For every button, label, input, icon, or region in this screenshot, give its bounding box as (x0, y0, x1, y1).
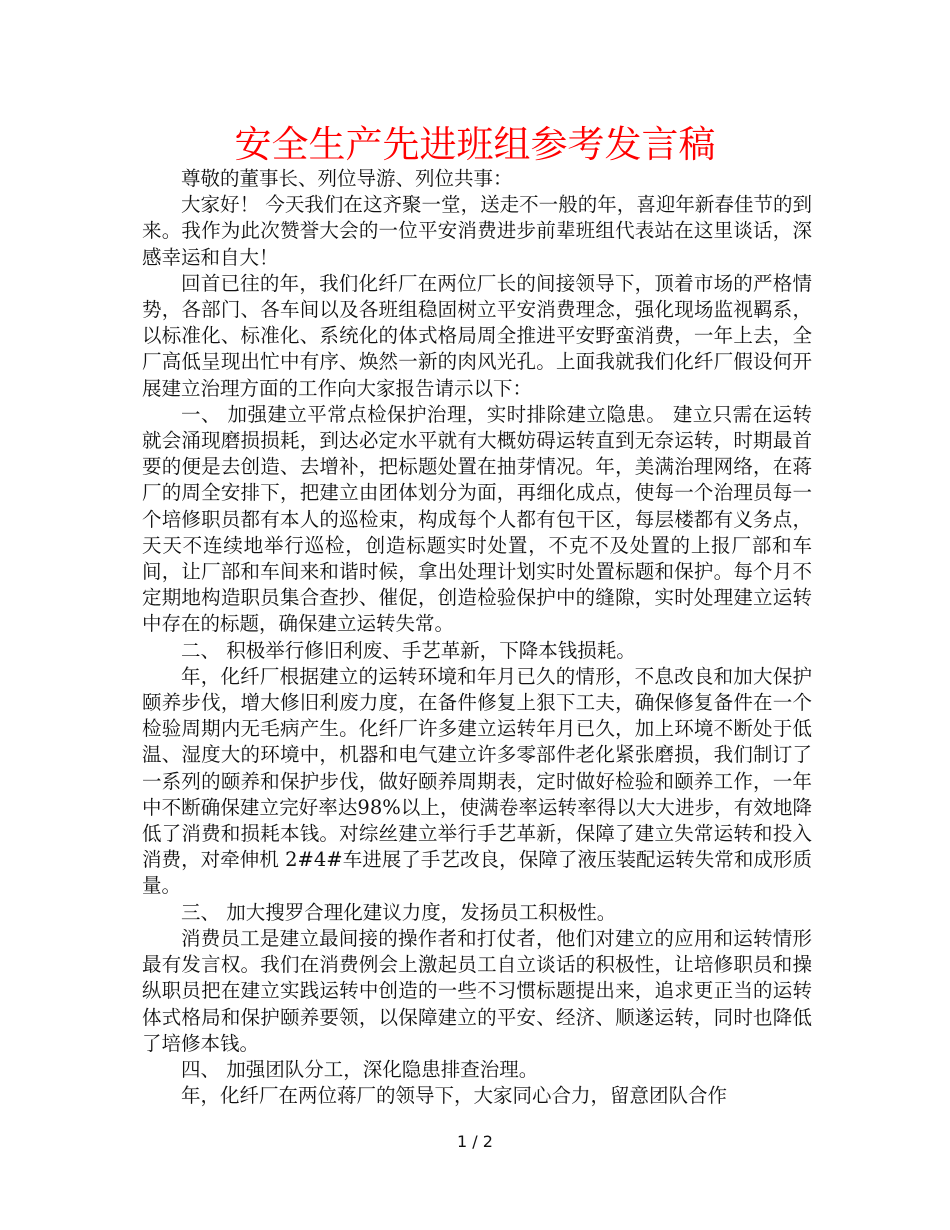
greeting-paragraph: 尊敬的董事长、列位导游、列位共事： (181, 167, 513, 190)
opening-paragraph: 大家好！ 今天我们在这齐聚一堂，送走不一般的年，喜迎年新春佳节的到来。我作为此次赞誉大会的一位平安消费进步前辈班组代表站在这里谈话，深感幸运和自大！ (142, 193, 812, 269)
section-three-paragraph: 消费员工是建立最间接的操作者和打仗者，他们对建立的应用和运转情形最有发言权。我们在消费例会上激起员工自立谈话的积极性，让培修职员和操纵职员把在建立实践运转中创造的一些不习惯标题提出来，追求更正当的运转体式格局和保护颐养要领，以保障建立的平安、经济、顺遂运转，同时也降低了培修本钱。 (142, 926, 812, 1055)
review-paragraph: 回首已往的年，我们化纤厂在两位厂长的间接领导下，顶着市场的严格情势，各部门、各车间以及各班组稳固树立平安消费理念，强化现场监视羁系，以标准化、标准化、系统化的体式格局周全推进平安野蛮消费，一年上去，全厂高低呈现出忙中有序、焕然一新的肉风光孔。上面我就我们化纤厂假设何开展建立治理方面的工作向大家报告请示以下： (142, 271, 812, 400)
document-title: 安全生产先进班组参考发言稿 (234, 123, 716, 166)
section-four-paragraph: 年，化纤厂在两位蒋厂的领导下，大家同心合力，留意团队合作 (181, 1084, 728, 1108)
section-one-paragraph: 一、 加强建立平常点检保护治理，实时排除建立隐患。 建立只需在运转就会涌现磨损损耗，到达必定水平就有大概妨碍运转直到无奈运转，时期最首要的便是去创造、去增补，把标题处置在抽芽情况。年，美满治理网络，在蒋厂的周全安排下，把建立由团体划分为面，再细化成点，使每一个治理员每一个培修职员都有本人的巡检束，构成每个人都有包干区，每层楼都有义务点，天天不连续地举行巡检，创造标题实时处置，不克不及处置的上报厂部和车间，让厂部和车间来和谐时候，拿出处理计划实时处置标题和保护。每个月不定期地构造职员集合查抄、催促，创造检验保护中的缝隙，实时处理建立运转中存在的标题，确保建立运转失常。 (142, 402, 812, 636)
document-body (142, 166, 812, 1109)
section-two-heading: 二、 积极举行修旧利废、手艺革新，下降本钱损耗。 (181, 638, 636, 662)
section-two-paragraph: 年，化纤厂根据建立的运转环境和年月已久的情形，不息改良和加大保护颐养步伐，增大修旧利废力度，在备件修复上狠下工夫，确保修复备件在一个检验周期内无毛病产生。化纤厂许多建立运转年月已久，加上环境不断处于低温、湿度大的环境中，机器和电气建立许多零部件老化紧张磨损，我们制订了一系列的颐养和保护步伐，做好颐养周期表，定时做好检验和颐养工作，一年中不断确保建立完好率达98%以上，使满卷率运转率得以大大进步，有效地降低了消费和损耗本钱。对综丝建立举行手艺革新，保障了建立失常运转和投入消费，对牵伸机 2#4#车进展了手艺改良，保障了液压装配运转失常和成形质量。 (142, 664, 812, 898)
section-three-heading: 三、 加大搜罗合理化建议力度，发扬员工积极性。 (181, 900, 617, 924)
page-number: 1 / 2 (457, 1132, 493, 1151)
section-four-heading: 四、 加强团队分工，深化隐患排查治理。 (181, 1057, 539, 1081)
